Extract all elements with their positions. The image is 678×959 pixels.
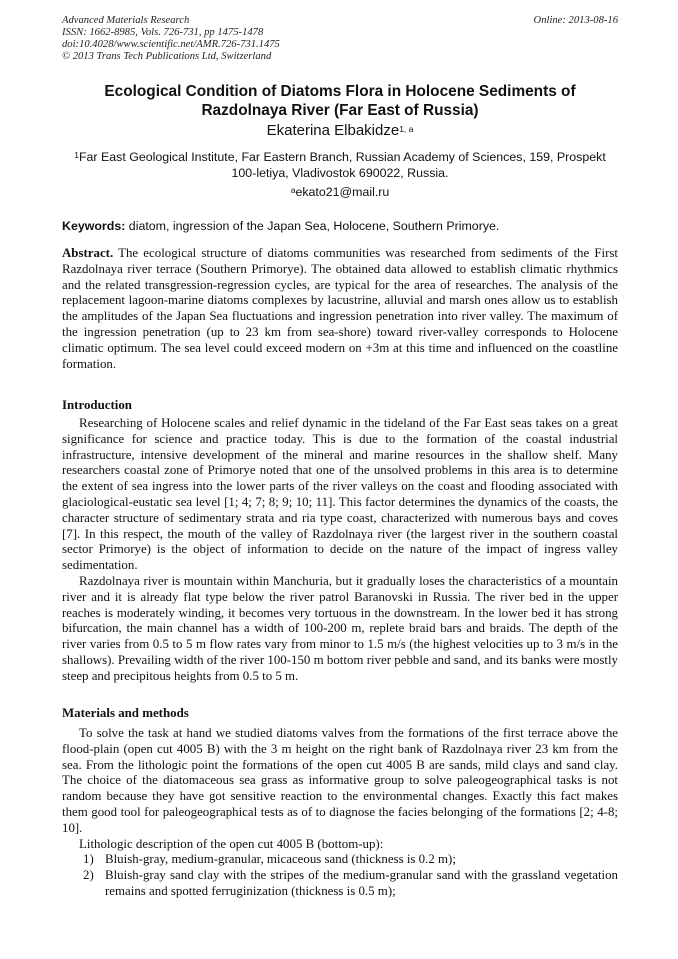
paper-title <box>62 82 618 120</box>
affiliation-sup: 1 <box>74 150 79 160</box>
email-sup: a <box>290 185 296 195</box>
methods-heading: Materials and methods <box>62 706 189 720</box>
affiliation-line-2: 100-letiya, Vladivostok 690022, Russia. <box>231 165 449 180</box>
list-item <box>62 852 618 868</box>
introduction-paragraph-1: Researching of Holocene scales and relief dynamic in the tideland of the Far East seas takes on a great significance for science and practice today. This is due to the formation of the coastal industrial infrastructure, intensive development of the mineral and marine resources in the shallow shelf. Many researchers coastal zone of Primorye noted that one of the unsolved problems in this area is to determine the extent of sea ingress into the lower parts of the river valleys on the coast and flooding associated with glaciological-eustatic sea level [1; 4; 7; 8; 9; 10; 11]. This factor determines the dynamics of the coasts, the character structure of sedimentary strata and ria type coast, characterized with numerous bays and coves [7]. In this respect, the mouth of the valley of Razdolnaya river (the largest river in the southern coastal sector Primorye) is the object of information to decide on the nature of the impact of ingress valley sedimentation. <box>62 416 618 573</box>
affiliation <box>62 150 618 181</box>
methods-paragraph-1: To solve the task at hand we studied diatoms valves from the formations of the first terrace above the flood-plain (open cut 4005 B) with the 3 m height on the right bank of Razdolnaya river 23 km from the sea. From the lithologic point the formations of the open cut 4005 B are sands, mild clays and sand clay. The choice of the diatomaceous sea grass as informative group to solve paleogeographical tasks is not random because they have got sensitive reaction to the environmental changes. Exactly this fact makes them good tool for paleogeographical tests as of to diagnose the facies belonging of the formations [2; 4-8; 10]. <box>62 726 618 835</box>
list-item-number: 1) <box>83 852 94 867</box>
issn-line: ISSN: 1662-8985, Vols. 726-731, pp 1475-1478 <box>62 27 264 38</box>
author-name: Ekaterina Elbakidze <box>266 122 400 139</box>
keywords-label: Keywords: <box>62 219 126 233</box>
author-line <box>62 122 618 140</box>
online-date: Online: 2013-08-16 <box>533 15 618 26</box>
list-item-text: Bluish-gray sand clay with the stripes of the medium-granular sand with the grassland vegetation remains and spotted ferruginization (thickness is 0.5 m); <box>105 868 618 898</box>
keywords <box>62 219 618 234</box>
list-item-number: 2) <box>83 868 94 883</box>
author-email <box>62 185 618 200</box>
abstract-label: Abstract. <box>62 246 114 260</box>
introduction-heading: Introduction <box>62 398 132 412</box>
methods-section <box>62 726 618 900</box>
introduction-paragraph-2: Razdolnaya river is mountain within Manchuria, but it gradually loses the characteristics of a mountain river and it is already flat type below the river patrol Baranovski in Russia. The river bed in the upper reaches is moderately winding, it becomes very tortuous in the downstream. In the lower bed it has strong bifurcation, the main channel has a width of 100-200 m, replete braid bars and braids. The depth of the river varies from 0.5 to 5 m flow rates vary from minor to 1.5 m/s (the highest velocities up to 3 m/s in the shallows). Prevailing width of the river 100-150 m bottom river pebble and sand, and its banks were mostly steep and precipitous heights from 0.5 to 5 m. <box>62 573 618 683</box>
doi-line: doi:10.4028/www.scientific.net/AMR.726-731.1475 <box>62 39 280 50</box>
abstract-text: The ecological structure of diatoms communities was researched from sediments of the First Razdolnaya river terrace (Southern Primorye). The obtained data allowed to establish climatic rhythmics and the related transgression-regression cycles, are typical for the area of researches. The analysis of the replacement lagoon-marine diatoms complexes by lacustrine, alluvial and marsh ones allow us to establish the amplitudes of the Japan Sea fluctuations and ingression penetration into river valley. The maximum of the ingression penetration (up to 23 km from sea-shore) toward river-valley corresponds to Holocene climatic optimum. The sea level could exceed modern on +3m at this time and influenced on the coastline formation. <box>62 246 618 371</box>
lithologic-intro: Lithologic description of the open cut 4005 B (bottom-up): <box>79 836 384 851</box>
email-address: ekato21@mail.ru <box>295 185 390 199</box>
title-line-1: Ecological Condition of Diatoms Flora in Holocene Sediments of <box>104 83 576 100</box>
abstract <box>62 246 618 372</box>
author-sup: 1, a <box>399 124 414 134</box>
list-item-text: Bluish-gray, medium-granular, micaceous sand (thickness is 0.2 m); <box>105 852 456 867</box>
introduction-section <box>62 416 618 685</box>
keywords-text: diatom, ingression of the Japan Sea, Holocene, Southern Primorye. <box>125 219 500 233</box>
lithologic-list <box>62 852 618 899</box>
list-item <box>62 868 618 900</box>
affiliation-line-1: Far East Geological Institute, Far Eastern Branch, Russian Academy of Sciences, 159, Prospekt <box>78 150 606 164</box>
journal-name: Advanced Materials Research <box>62 15 190 26</box>
title-line-2: Razdolnaya River (Far East of Russia) <box>201 102 479 119</box>
journal-header <box>62 15 618 63</box>
copyright-line: © 2013 Trans Tech Publications Ltd, Switzerland <box>62 51 272 62</box>
